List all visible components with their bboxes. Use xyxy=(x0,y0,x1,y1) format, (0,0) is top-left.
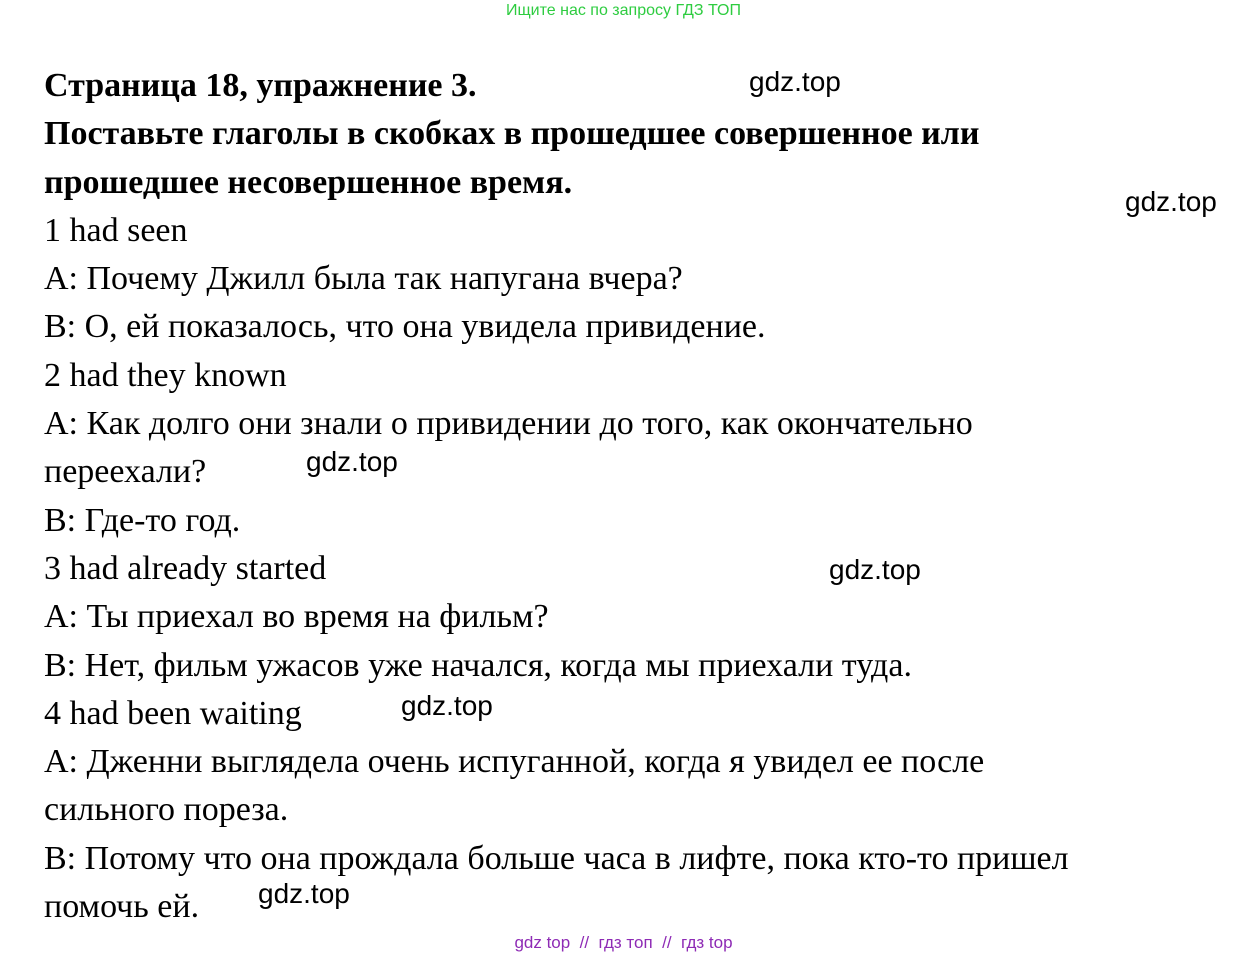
dialogue-4-a-line-1: А: Дженни выглядела очень испуганной, когда я увидел ее после xyxy=(44,743,985,781)
watermark: gdz.top xyxy=(829,554,921,585)
watermark: gdz.top xyxy=(401,690,493,721)
top-banner: Ищите нас по запросу ГДЗ ТОП xyxy=(506,2,741,19)
instruction-line-2: прошедшее несовершенное время. xyxy=(44,163,573,201)
exercise-title: Страница 18, упражнение 3. xyxy=(44,67,477,104)
answer-1: 1 had seen xyxy=(44,211,188,249)
dialogue-2-b: В: Где-то год. xyxy=(44,501,241,539)
dialogue-3-a: А: Ты приехал во время на фильм? xyxy=(44,598,549,636)
answer-4: 4 had been waiting xyxy=(44,694,302,732)
dialogue-2-a-line-2: переехали? xyxy=(44,453,207,491)
watermark: gdz.top xyxy=(258,878,350,909)
watermark: gdz.top xyxy=(749,66,841,97)
dialogue-4-b-line-2: помочь ей. xyxy=(44,888,200,926)
watermark: gdz.top xyxy=(306,446,398,477)
answer-2: 2 had they known xyxy=(44,356,287,394)
dialogue-4-b-line-1: В: Потому что она прождала больше часа в лифте, пока кто-то пришел xyxy=(44,839,1069,877)
answer-3: 3 had already started xyxy=(44,549,327,587)
dialogue-1-b: В: О, ей показалось, что она увидела привидение. xyxy=(44,308,766,346)
watermark: gdz.top xyxy=(1125,186,1217,217)
exercise-content xyxy=(44,62,1239,931)
footer-links: gdz top // гдз топ // гдз top xyxy=(514,933,733,952)
dialogue-2-a-line-1: А: Как долго они знали о привидении до того, как окончательно xyxy=(44,405,973,443)
instruction-line-1: Поставьте глаголы в скобках в прошедшее совершенное или xyxy=(44,115,980,153)
dialogue-4-a-line-2: сильного пореза. xyxy=(44,791,289,829)
dialogue-3-b: В: Нет, фильм ужасов уже начался, когда мы приехали туда. xyxy=(44,646,912,684)
dialogue-1-a: А: Почему Джилл была так напугана вчера? xyxy=(44,260,683,298)
